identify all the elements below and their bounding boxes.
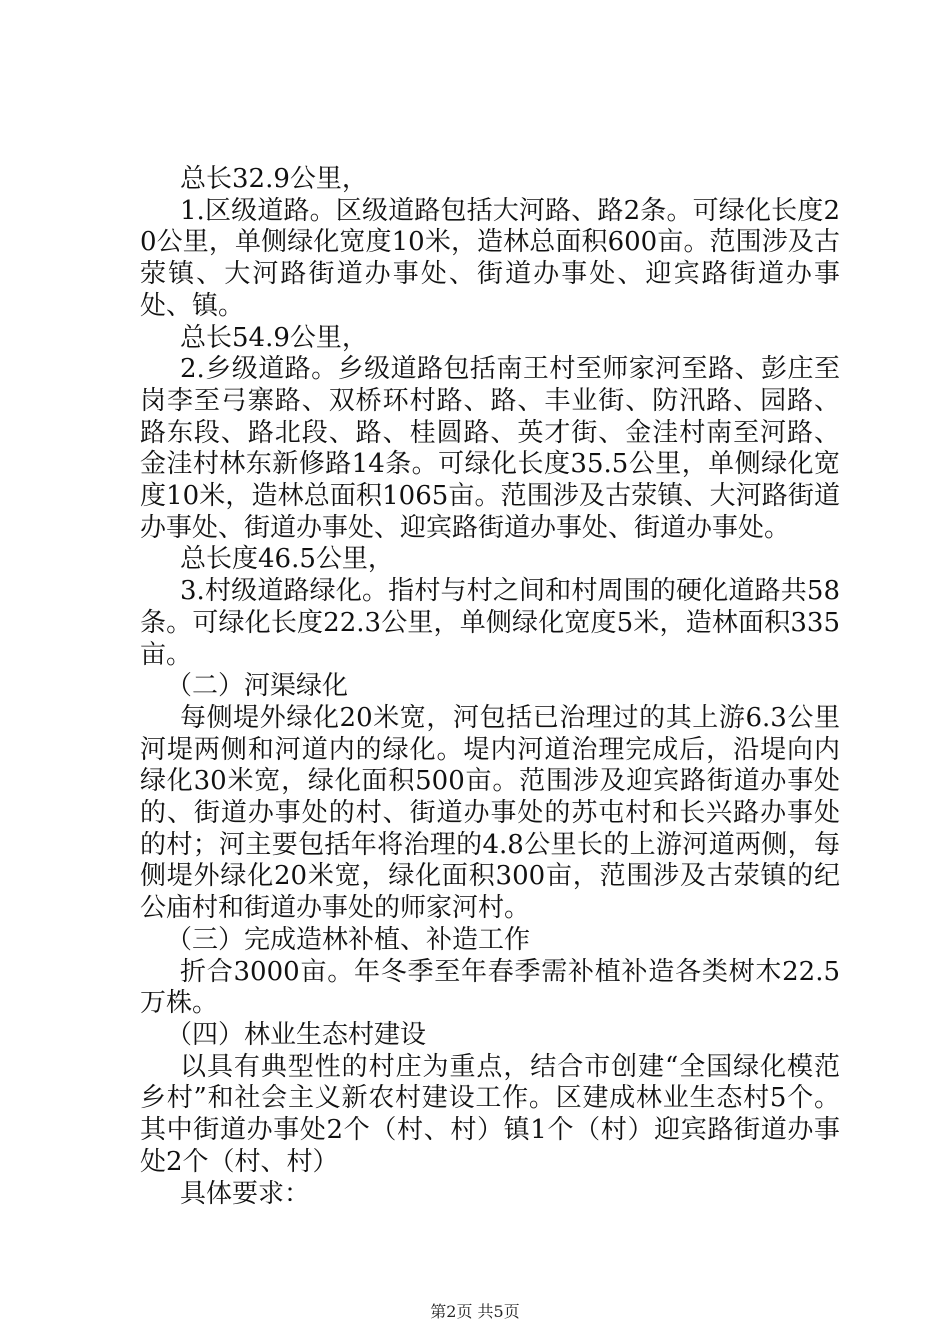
- paragraph: 总长32.9公里，: [180, 164, 368, 194]
- paragraph: 具体要求：: [180, 1178, 311, 1209]
- section-heading: （四）林业生态村建设: [166, 1019, 427, 1050]
- paragraph: 2.乡级道路。乡级道路包括南王村至师家河至路、彭庄至岗李至弓寨路、双桥环村路、路、丰业街、防汛路、园路、路东段、路北段、路、桂圆路、英才街、金洼村南至河路、金洼村林东新修路14条。可绿化长度35.5公里，单侧绿化宽度10米，造林总面积1065亩。范围涉及古荥镇、大河路街道办事处、街道办事处、迎宾路街道办事处、街道办事处。: [140, 354, 840, 543]
- section-heading: （三）完成造林补植、补造工作: [166, 924, 531, 955]
- paragraph: 总长度46.5公里，: [180, 544, 394, 575]
- paragraph: 3.村级道路绿化。指村与村之间和村周围的硬化道路共58条。可绿化长度22.3公里，单侧绿化宽度5米，造林面积335亩。: [140, 576, 840, 670]
- paragraph: 以具有典型性的村庄为重点，结合市创建“全国绿化模范乡村”和社会主义新农村建设工作。区建成林业生态村5个。其中街道办事处2个（村、村）镇1个（村）迎宾路街道办事处2个（村、村）: [140, 1051, 840, 1177]
- page-number-footer: 第2页 共5页: [430, 1302, 520, 1321]
- paragraph: 总长54.9公里，: [180, 322, 368, 353]
- paragraph: 折合3000亩。年冬季至年春季需补植补造各类树木22.5万株。: [140, 956, 840, 1019]
- document-body: [140, 164, 840, 1210]
- paragraph: 每侧堤外绿化20米宽，河包括已治理过的其上游6.3公里河堤两侧和河道内的绿化。堤内河道治理完成后，沿堤向内绿化30米宽，绿化面积500亩。范围涉及迎宾路街道办事处的、街道办事处的村、街道办事处的苏屯村和长兴路办事处的村；河主要包括年将治理的4.8公里长的上游河道两侧，每侧堤外绿化20米宽，绿化面积300亩，范围涉及古荥镇的纪公庙村和街道办事处的师家河村。: [140, 702, 840, 924]
- section-heading: （二）河渠绿化: [166, 671, 349, 702]
- paragraph: 1.区级道路。区级道路包括大河路、路2条。可绿化长度20公里，单侧绿化宽度10米，造林总面积600亩。范围涉及古荥镇、大河路街道办事处、街道办事处、迎宾路街道办事处、镇。: [140, 195, 840, 321]
